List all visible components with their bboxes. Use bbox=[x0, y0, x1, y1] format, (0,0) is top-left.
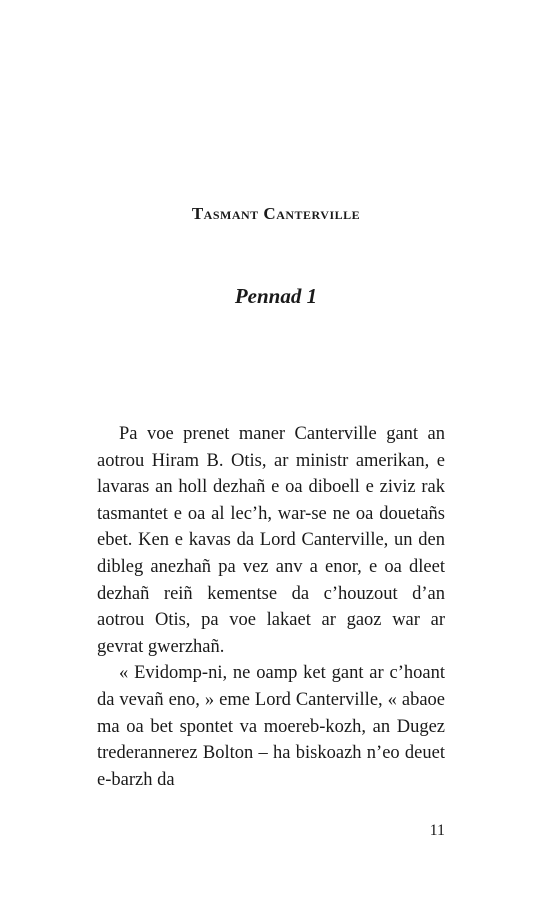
page-number: 11 bbox=[429, 822, 445, 839]
chapter-title: Pennad 1 bbox=[234, 284, 318, 308]
book-title: Tasmant Canterville bbox=[191, 204, 361, 223]
paragraph: Pa voe prenet maner Canterville gant an aotrou Hiram B. Otis, ar ministr amerikan, e lavaras an holl dezhañ e oa diboell e ziviz rak tasmantet e oa al lec’h, war-se ne oa douetañs ebet. Ken e kavas da Lord Canterville, un den dibleg anezhañ pa vez anv a enor, e oa dleet dezhañ reiñ kementse da c’houzout d’an aotrou Otis, pa voe lakaet ar gaoz war ar gevrat gwerzhañ. bbox=[97, 424, 445, 657]
paragraph: « Evidomp-ni, ne oamp ket gant ar c’hoant da vevañ eno, » eme Lord Canterville, « abaoe ma oa bet spontet va moereb-kozh, an Dugez trederannerez Bolton – ha biskoazh n’eo deuet e-barzh da bbox=[97, 663, 445, 790]
body-text bbox=[97, 421, 445, 793]
